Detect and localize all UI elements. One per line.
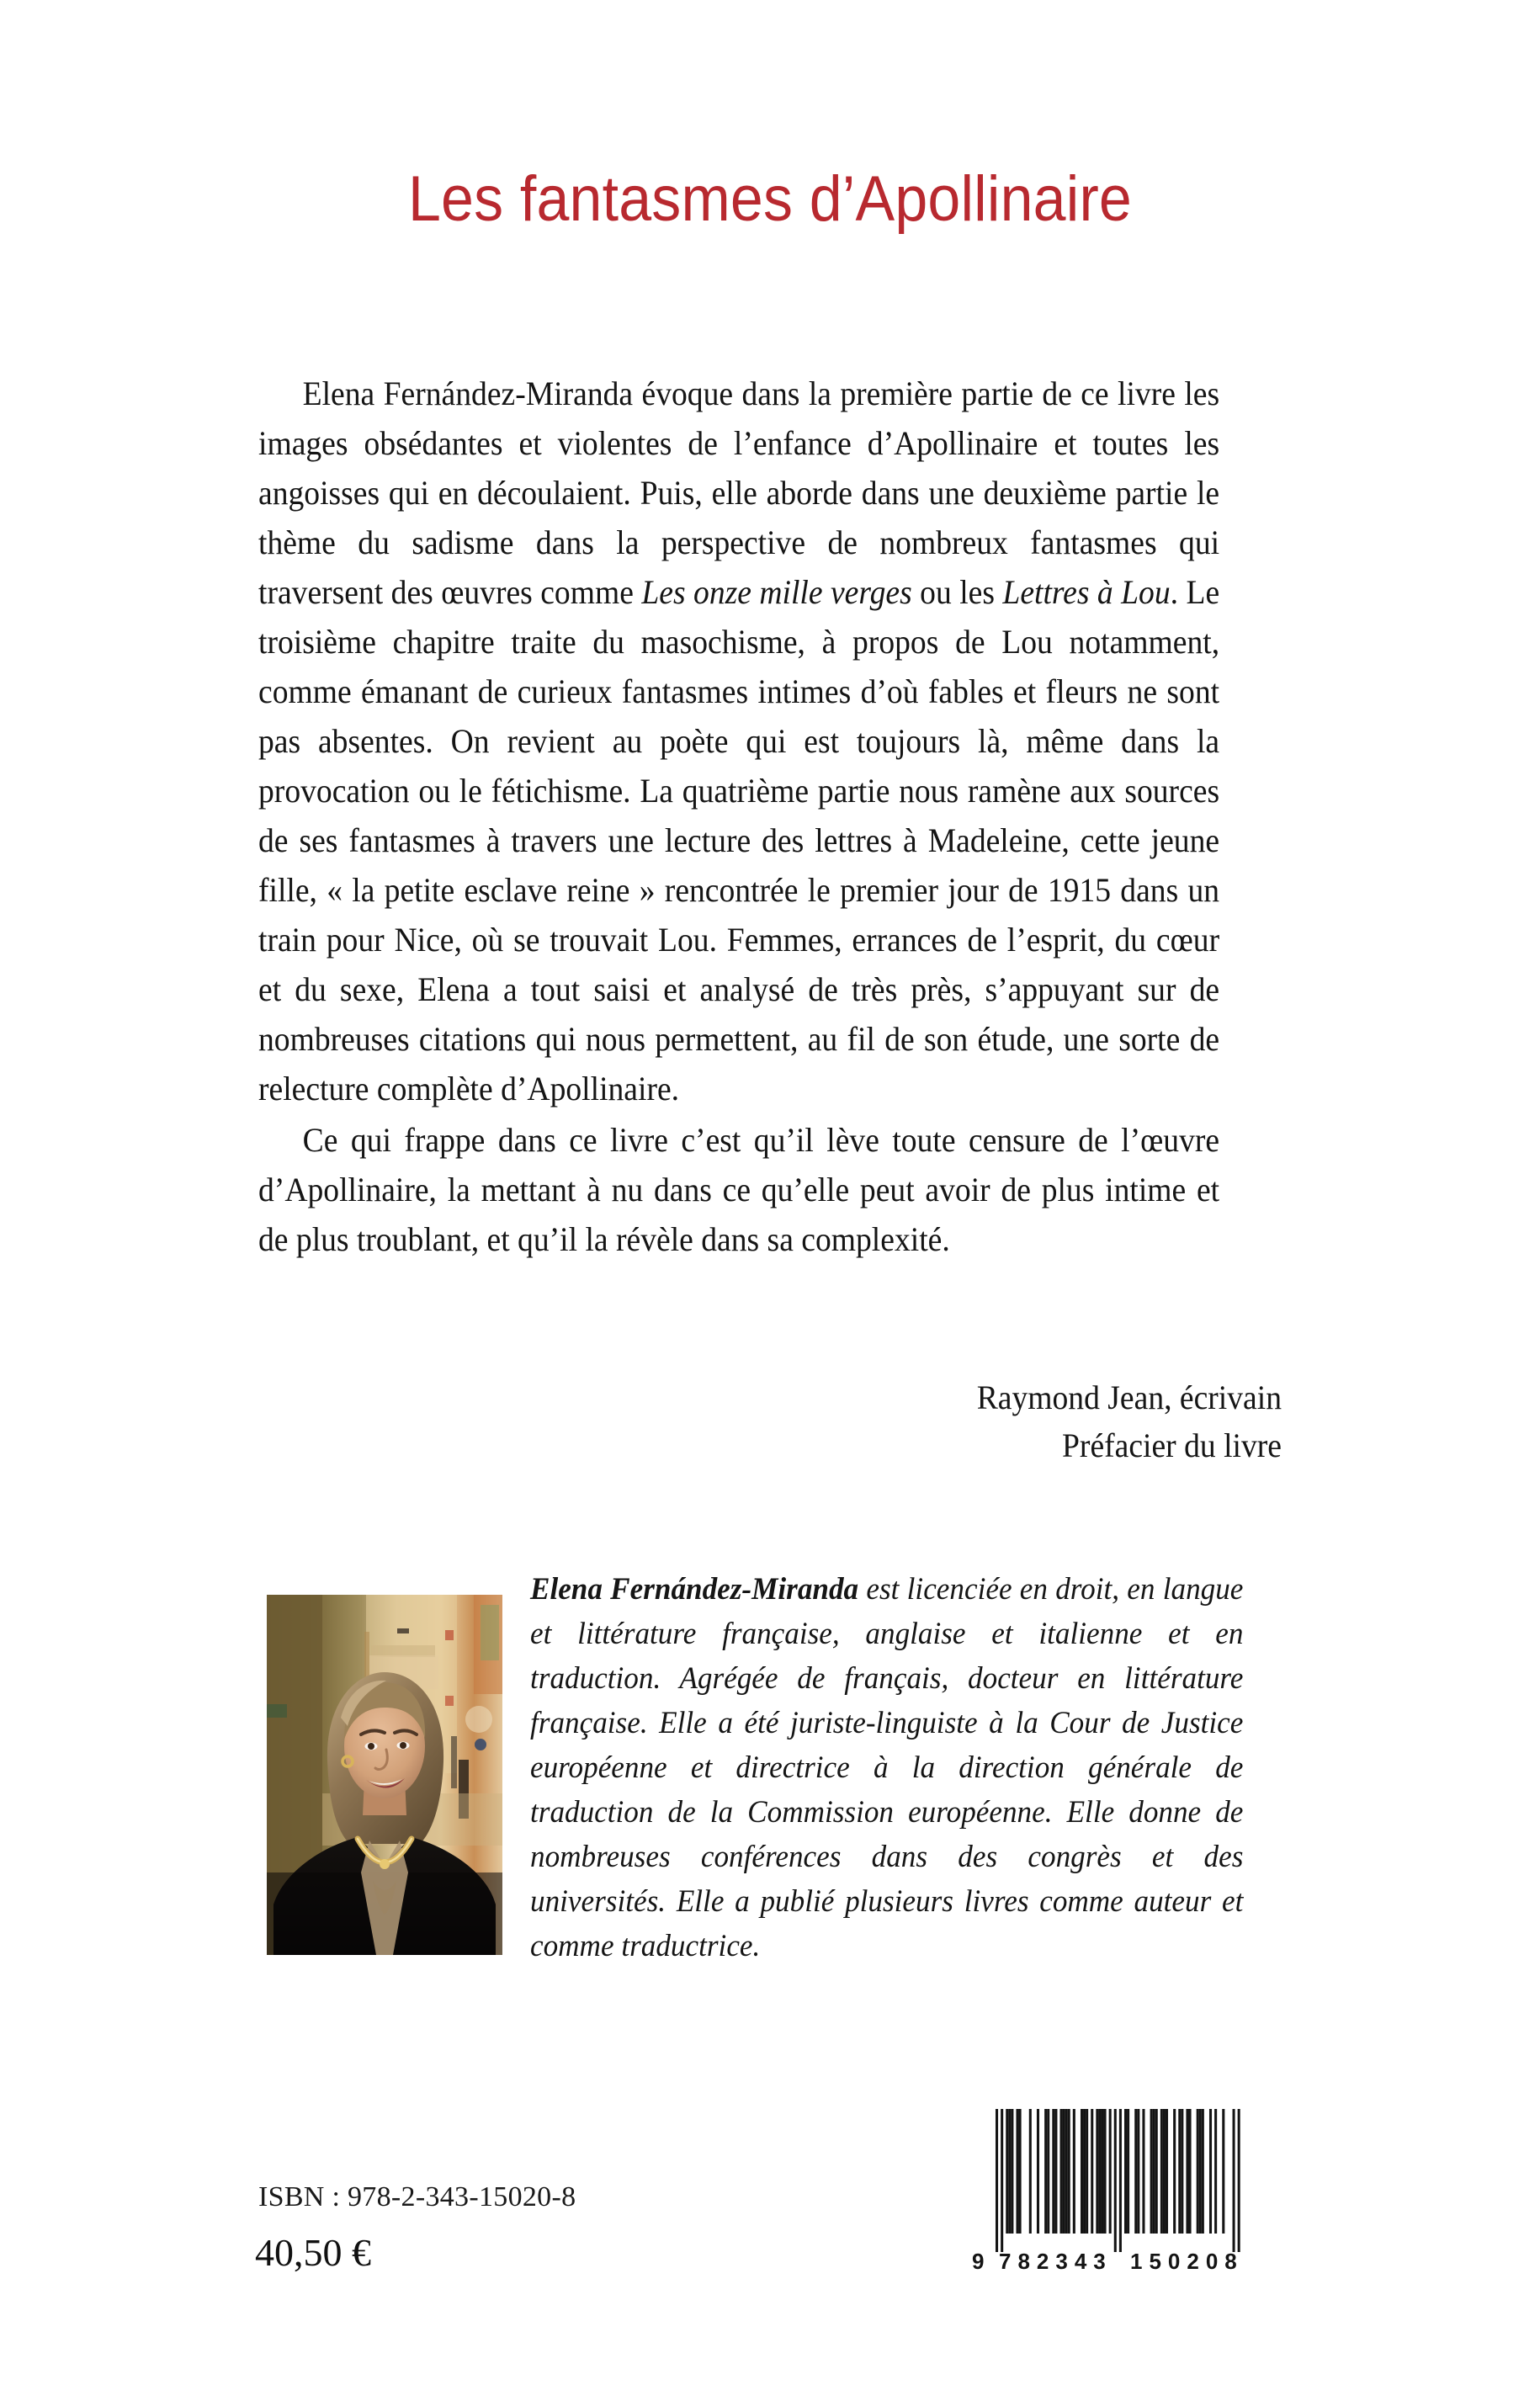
author-bio-text: est licenciée en droit, en langue et littérature française, anglaise et italienne et en traduction. Agrégée de français, docteur en littérature française. Elle a été juriste-linguiste à la Cour de Justice européenne et directrice à la direction générale de traduction de la Commission européenne. Elle donne de nombreuses conférences dans des congrès et des universités. Elle a publié plusieurs livres comme auteur et comme traductrice. xyxy=(530,1572,1244,1963)
blurb-p1-lead: Elena Fernández-Miranda évoque dans la première partie de ce livre les images obsédantes et violentes de l’enfance d’Apollinaire et toutes les angoisses qui en découlaient. Puis, elle aborde dans une deuxième partie le thème du sadisme dans la perspective de nombreux fantasmes qui traversent des œuvres comme xyxy=(258,374,1220,611)
author-photo xyxy=(267,1595,502,1955)
attribution-author: Raymond Jean, écrivain xyxy=(976,1378,1282,1416)
author-bio xyxy=(530,1567,1243,1968)
author-name: Elena Fernández-Miranda xyxy=(530,1572,859,1607)
blurb-paragraph-2: Ce qui frappe dans ce livre c’est qu’il lève toute censure de l’œuvre d’Apollinaire, la mettant à nu dans ce qu’elle peut avoir de plus intime et de plus troublant, et qu’il la révèle dans sa complexité. xyxy=(258,1121,1220,1258)
attribution-role: Préfacier du livre xyxy=(1062,1426,1282,1464)
blurb-p1-tail: . Le troisième chapitre traite du masochisme, à propos de Lou notamment, comme émanant de curieux fantasmes intimes d’où fables et fleurs ne sont pas absentes. On revient au poète qui est toujours là, même dans la provocation ou le fétichisme. La quatrième partie nous ramène aux sources de ses fantasmes à travers une lecture des lettres à Madeleine, cette jeune fille, « la petite esclave reine » rencontrée le premier jour de 1915 dans un train pour Nice, où se trouvait Lou. Femmes, errances de l’esprit, du cœur et du sexe, Elena a tout saisi et analysé de très près, s’appuyant sur de nombreuses citations qui nous permettent, au fil de son étude, une sorte de relecture complète d’Apollinaire. xyxy=(258,573,1220,1108)
ean13-barcode xyxy=(965,2102,1256,2275)
blurb-text xyxy=(258,369,1219,1264)
svg-text:9: 9 xyxy=(972,2249,985,2274)
attribution xyxy=(649,1373,1282,1469)
svg-text:150208: 150208 xyxy=(1130,2249,1244,2274)
work-title-les-onze-mille-verges: Les onze mille verges xyxy=(641,573,912,611)
isbn-text: ISBN : 978-2-343-15020-8 xyxy=(258,2181,576,2212)
blurb-p1-mid: ou les xyxy=(911,573,1003,611)
page-title: Les fantasmes d’Apollinaire xyxy=(407,162,1133,235)
blurb-paragraph-1 xyxy=(258,369,1219,1113)
price-text: 40,50 € xyxy=(255,2231,371,2274)
svg-text:782343: 782343 xyxy=(999,2249,1113,2274)
work-title-lettres-a-lou: Lettres à Lou xyxy=(1002,573,1171,611)
